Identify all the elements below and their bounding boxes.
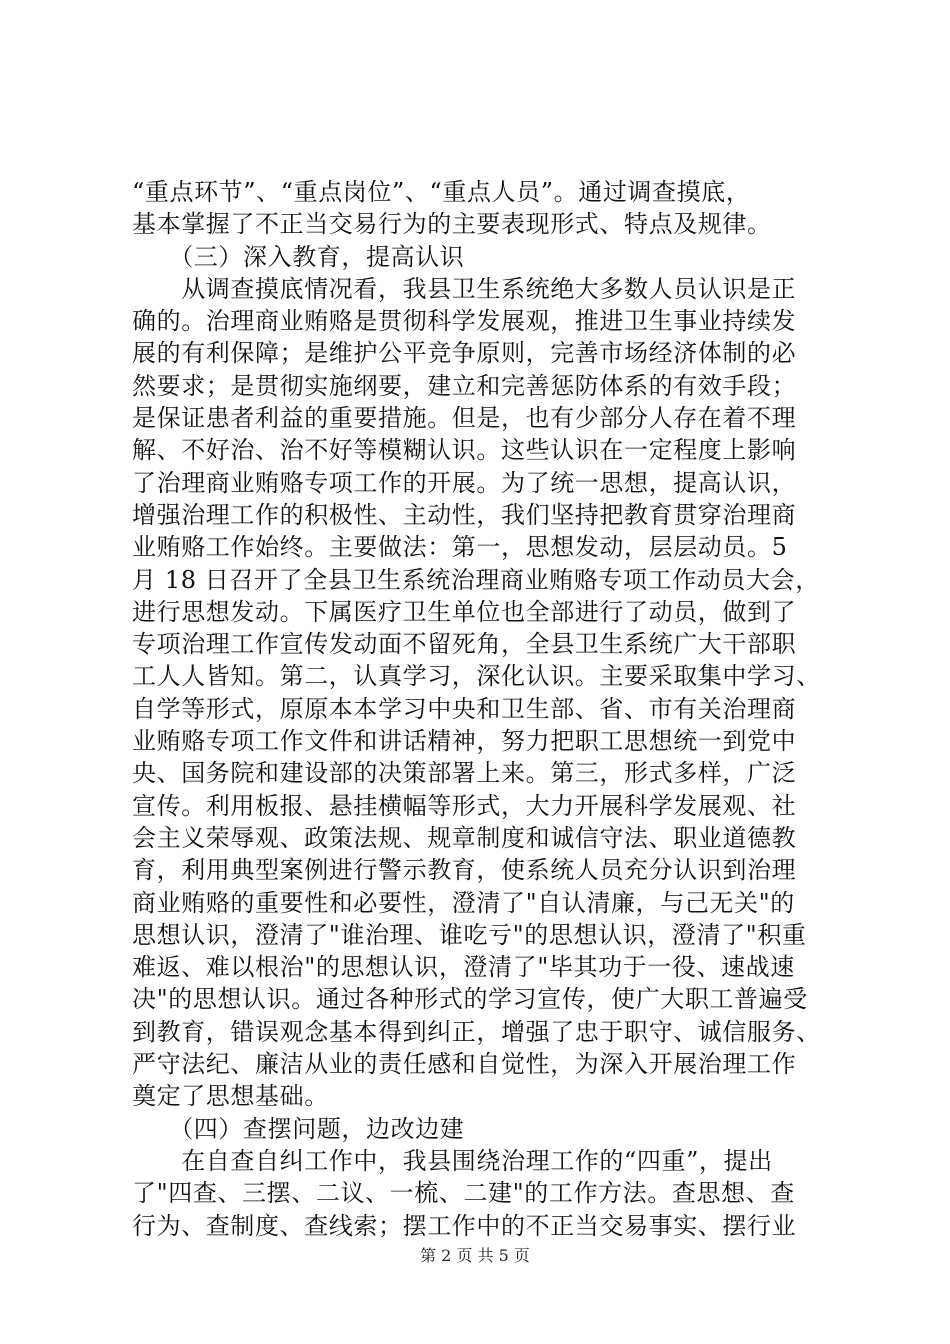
text-line: 进行思想发动。下属医疗卫生单位也全部进行了动员，做到了	[132, 597, 797, 626]
text-line: 在自查自纠工作中，我县围绕治理工作的“四重”，提出	[132, 1146, 773, 1175]
text-line: 从调查摸底情况看，我县卫生系统绝大多数人员认识是正	[132, 274, 797, 303]
text-line: 难返、难以根治"的思想认识，澄清了"毕其功于一役、速战速	[132, 953, 795, 982]
text-line: 决"的思想认识。通过各种形式的学习宣传，使广大职工普遍受	[132, 985, 808, 1014]
text-line: 月 18 日召开了全县卫生系统治理商业贿赂专项工作动员大会，	[132, 565, 820, 594]
text-line: 基本掌握了不正当交易行为的主要表现形式、特点及规律。	[132, 210, 772, 239]
text-line: 确的。治理商业贿赂是贯彻科学发展观，推进卫生事业持续发	[132, 307, 797, 336]
text-line: 央、国务院和建设部的决策部署上来。第三，形式多样，广泛	[132, 759, 797, 788]
text-line: “重点环节”、“重点岗位”、“重点人员”。通过调查摸底，	[132, 178, 751, 206]
text-line: 自学等形式，原原本本学习中央和卫生部、省、市有关治理商	[132, 694, 797, 723]
text-line: 展的有利保障；是维护公平竞争原则，完善市场经济体制的必	[132, 339, 797, 368]
text-line: 会主义荣辱观、政策法规、规章制度和诚信守法、职业道德教	[132, 823, 797, 852]
text-line: 了治理商业贿赂专项工作的开展。为了统一思想，提高认识，	[132, 468, 797, 497]
text-line: 了"四查、三摆、二议、一梳、二建"的工作方法。查思想、查	[132, 1179, 795, 1208]
text-line: 严守法纪、廉洁从业的责任感和自觉性，为深入开展治理工作	[132, 1050, 797, 1079]
text-line: 育，利用典型案例进行警示教育，使系统人员充分认识到治理	[132, 856, 797, 885]
text-line: 奠定了思想基础。	[132, 1082, 329, 1111]
text-line: 是保证患者利益的重要措施。但是，也有少部分人存在着不理	[132, 404, 797, 433]
text-line: （四）查摆问题，边改边建	[132, 1114, 465, 1143]
text-line: 思想认识，澄清了"谁治理、谁吃亏"的思想认识，澄清了"积重	[132, 920, 807, 949]
text-line: 工人人皆知。第二，认真学习，深化认识。主要采取集中学习、	[132, 662, 821, 691]
text-line: （三）深入教育，提高认识	[132, 242, 465, 271]
text-line: 到教育，错误观念基本得到纠正，增强了忠于职守、诚信服务、	[132, 1017, 821, 1046]
document-body	[132, 176, 832, 1242]
text-line: 专项治理工作宣传发动面不留死角，全县卫生系统广大干部职	[132, 630, 797, 659]
text-line: 宣传。利用板报、悬挂横幅等形式，大力开展科学发展观、社	[132, 791, 797, 820]
text-line: 然要求；是贯彻实施纲要，建立和完善惩防体系的有效手段；	[132, 371, 797, 400]
text-line: 商业贿赂的重要性和必要性，澄清了"自认清廉，与己无关"的	[132, 888, 795, 917]
text-line: 业贿赂专项工作文件和讲话精神，努力把职工思想统一到党中	[132, 727, 797, 756]
text-line: 行为、查制度、查线索；摆工作中的不正当交易事实、摆行业	[132, 1211, 797, 1240]
text-line: 业贿赂工作始终。主要做法：第一，思想发动，层层动员。5	[132, 533, 788, 562]
page-footer: 第 2 页 共 5 页	[420, 1246, 530, 1265]
text-line: 解、不好治、治不好等模糊认识。这些认识在一定程度上影响	[132, 436, 797, 465]
text-line: 增强治理工作的积极性、主动性，我们坚持把教育贯穿治理商	[132, 500, 797, 529]
